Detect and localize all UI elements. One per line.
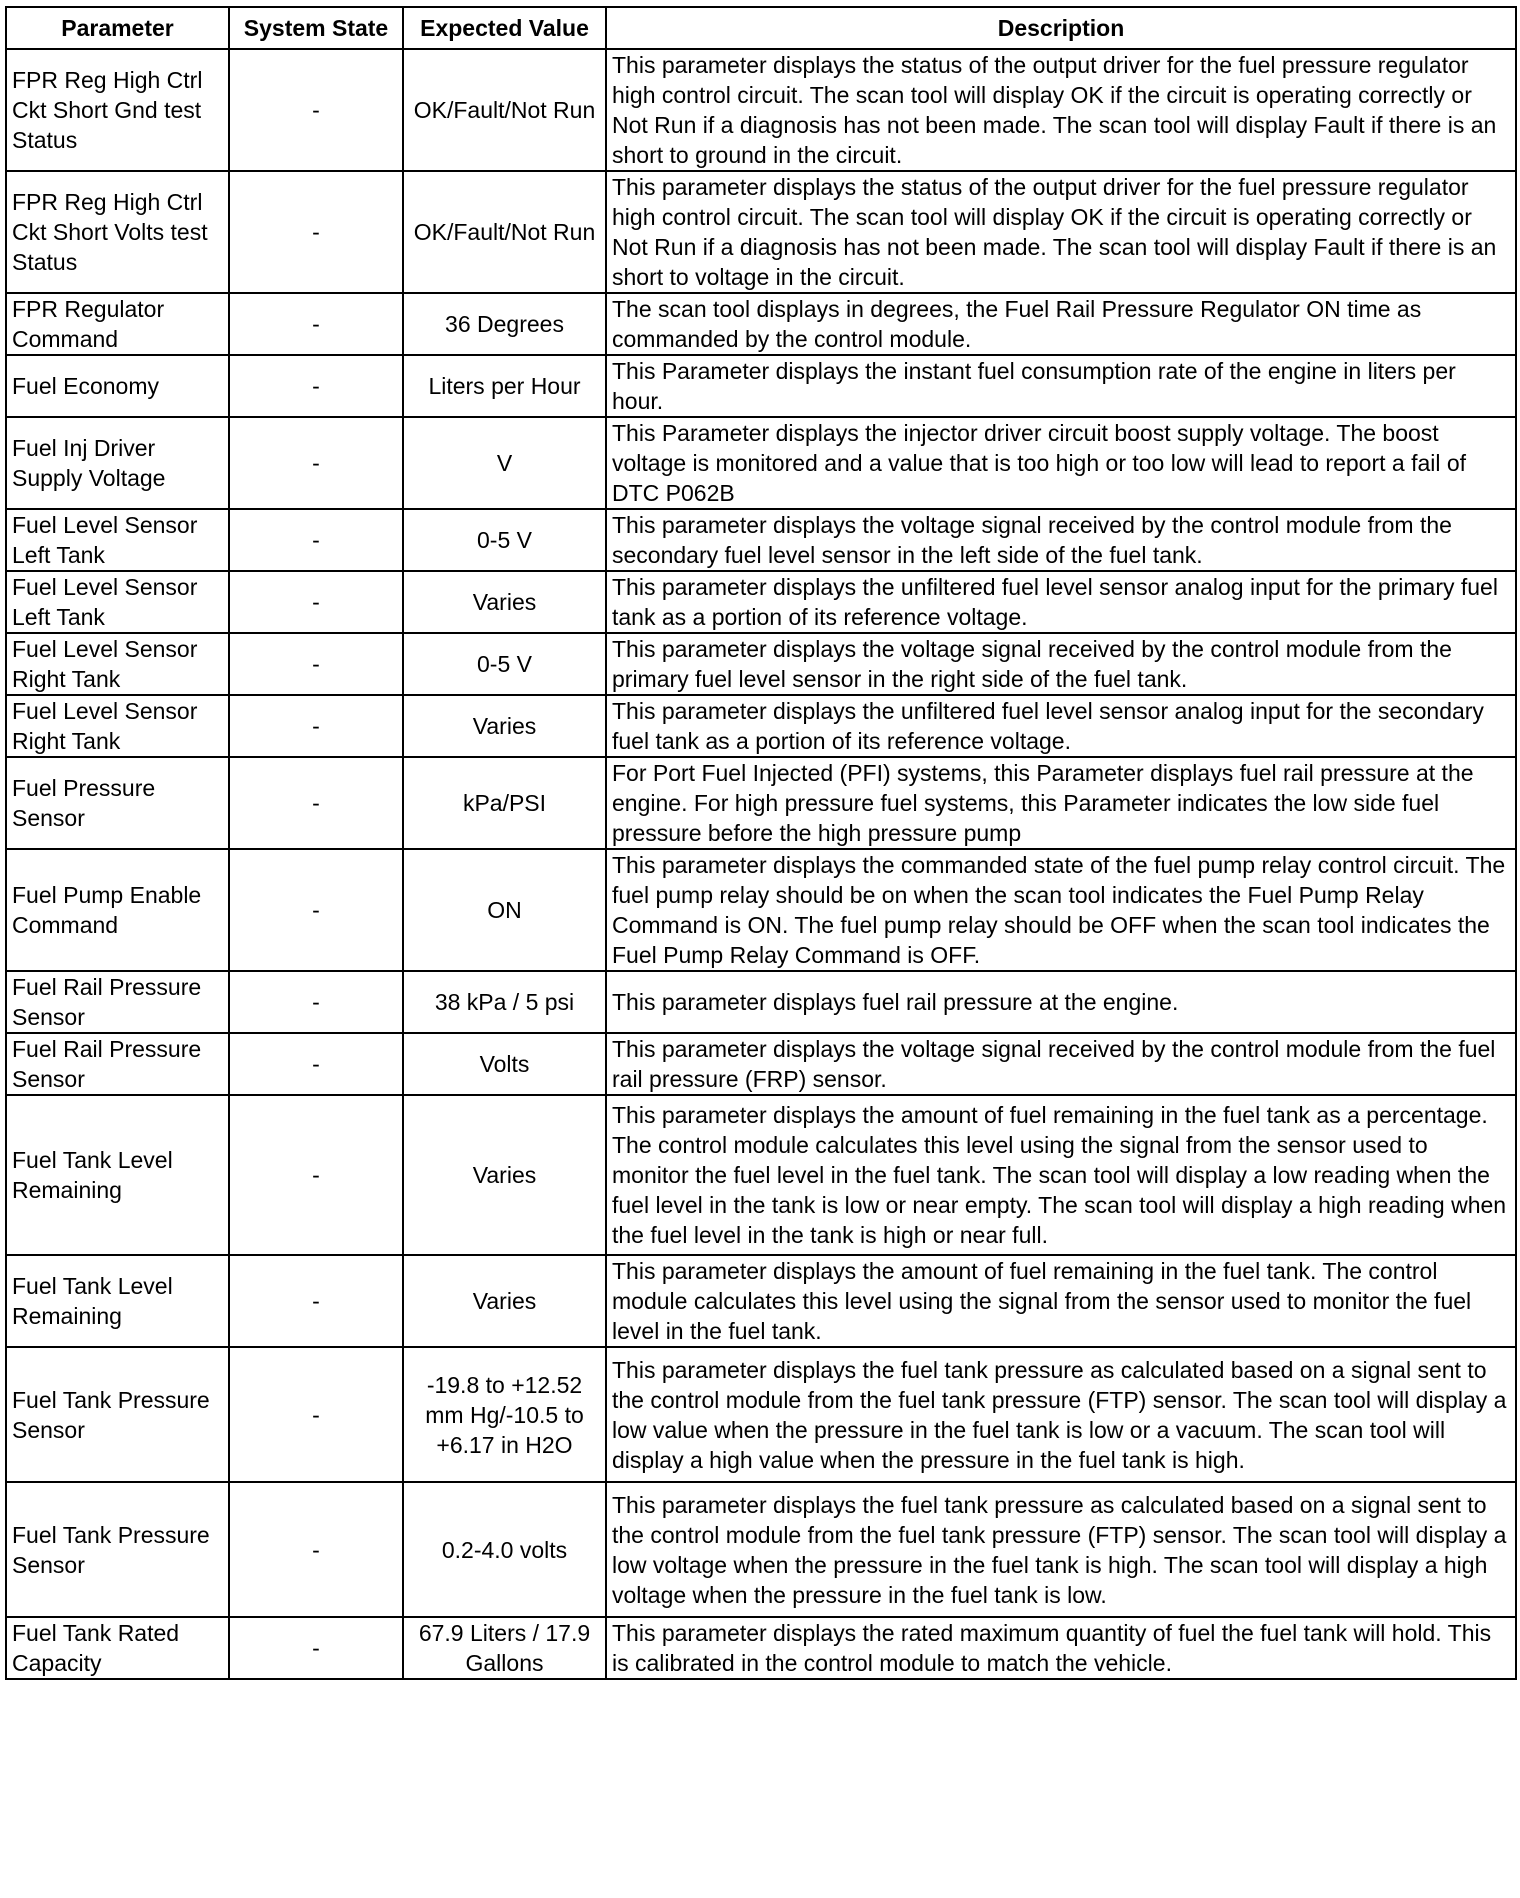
system-state-cell: - [229,971,403,1033]
table-row [6,49,1516,171]
parameter-table [5,6,1517,1680]
description-cell: This parameter displays the voltage signal received by the control module from the secondary fuel level sensor in the left side of the fuel tank. [606,509,1516,571]
parameter-cell: Fuel Rail Pressure Sensor [6,971,229,1033]
system-state-cell: - [229,49,403,171]
expected-value-cell: Liters per Hour [403,355,606,417]
parameter-cell: Fuel Economy [6,355,229,417]
table-row [6,971,1516,1033]
description-cell: This parameter displays the unfiltered fuel level sensor analog input for the primary fuel tank as a portion of its reference voltage. [606,571,1516,633]
parameter-cell: FPR Regulator Command [6,293,229,355]
description-cell: The scan tool displays in degrees, the Fuel Rail Pressure Regulator ON time as commanded by the control module. [606,293,1516,355]
expected-value-cell: Varies [403,1095,606,1255]
table-row [6,849,1516,971]
parameter-cell: Fuel Rail Pressure Sensor [6,1033,229,1095]
description-cell: This Parameter displays the injector driver circuit boost supply voltage. The boost voltage is monitored and a value that is too high or too low will lead to report a fail of DTC P062B [606,417,1516,509]
expected-value-cell: OK/Fault/Not Run [403,171,606,293]
parameter-cell: Fuel Tank Rated Capacity [6,1617,229,1679]
system-state-cell: - [229,509,403,571]
description-cell: This parameter displays the amount of fuel remaining in the fuel tank as a percentage. The control module calculates this level using the signal from the sensor used to monitor the fuel level in the fuel tank. The scan tool will display a low reading when the fuel level in the tank is low or near empty. The scan tool will display a high reading when the fuel level in the tank is high or near full. [606,1095,1516,1255]
system-state-cell: - [229,695,403,757]
expected-value-cell: V [403,417,606,509]
description-cell: For Port Fuel Injected (PFI) systems, this Parameter displays fuel rail pressure at the engine. For high pressure fuel systems, this Parameter indicates the low side fuel pressure before the high pressure pump [606,757,1516,849]
expected-value-cell: OK/Fault/Not Run [403,49,606,171]
system-state-cell: - [229,417,403,509]
description-cell: This parameter displays the rated maximum quantity of fuel the fuel tank will hold. This is calibrated in the control module to match the vehicle. [606,1617,1516,1679]
parameter-cell: Fuel Tank Pressure Sensor [6,1482,229,1617]
description-cell: This parameter displays the voltage signal received by the control module from the fuel rail pressure (FRP) sensor. [606,1033,1516,1095]
parameter-cell: Fuel Pump Enable Command [6,849,229,971]
parameter-cell: FPR Reg High Ctrl Ckt Short Gnd test Status [6,49,229,171]
description-cell: This parameter displays the voltage signal received by the control module from the primary fuel level sensor in the right side of the fuel tank. [606,633,1516,695]
header-expected-value: Expected Value [403,7,606,49]
parameter-cell: Fuel Inj Driver Supply Voltage [6,417,229,509]
table-row [6,171,1516,293]
system-state-cell: - [229,1482,403,1617]
expected-value-cell: 67.9 Liters / 17.9 Gallons [403,1617,606,1679]
description-cell: This parameter displays the status of the output driver for the fuel pressure regulator high control circuit. The scan tool will display OK if the circuit is operating correctly or Not Run if a diagnosis has not been made. The scan tool will display Fault if there is an short to ground in the circuit. [606,49,1516,171]
system-state-cell: - [229,293,403,355]
expected-value-cell: 38 kPa / 5 psi [403,971,606,1033]
table-row [6,509,1516,571]
description-cell: This parameter displays the fuel tank pressure as calculated based on a signal sent to the control module from the fuel tank pressure (FTP) sensor. The scan tool will display a low value when the pressure in the fuel tank is low or a vacuum. The scan tool will display a high value when the pressure in the fuel tank is high. [606,1347,1516,1482]
expected-value-cell: Varies [403,1255,606,1347]
system-state-cell: - [229,849,403,971]
table-row [6,1255,1516,1347]
header-parameter: Parameter [6,7,229,49]
parameter-cell: Fuel Tank Level Remaining [6,1255,229,1347]
system-state-cell: - [229,355,403,417]
header-row [6,7,1516,49]
system-state-cell: - [229,1033,403,1095]
header-description: Description [606,7,1516,49]
system-state-cell: - [229,571,403,633]
description-cell: This Parameter displays the instant fuel consumption rate of the engine in liters per hour. [606,355,1516,417]
parameter-cell: Fuel Level Sensor Right Tank [6,695,229,757]
system-state-cell: - [229,1347,403,1482]
description-cell: This parameter displays the unfiltered fuel level sensor analog input for the secondary fuel tank as a portion of its reference voltage. [606,695,1516,757]
system-state-cell: - [229,757,403,849]
description-cell: This parameter displays the status of the output driver for the fuel pressure regulator high control circuit. The scan tool will display OK if the circuit is operating correctly or Not Run if a diagnosis has not been made. The scan tool will display Fault if there is an short to voltage in the circuit. [606,171,1516,293]
table-row [6,1617,1516,1679]
system-state-cell: - [229,633,403,695]
table-row [6,355,1516,417]
expected-value-cell: ON [403,849,606,971]
description-cell: This parameter displays fuel rail pressure at the engine. [606,971,1516,1033]
table-row [6,757,1516,849]
expected-value-cell: Varies [403,571,606,633]
table-row [6,695,1516,757]
expected-value-cell: Volts [403,1033,606,1095]
parameter-cell: Fuel Level Sensor Left Tank [6,509,229,571]
table-row [6,1033,1516,1095]
table-row [6,571,1516,633]
system-state-cell: - [229,171,403,293]
parameter-cell: Fuel Level Sensor Left Tank [6,571,229,633]
expected-value-cell: 36 Degrees [403,293,606,355]
description-cell: This parameter displays the commanded state of the fuel pump relay control circuit. The fuel pump relay should be on when the scan tool indicates the Fuel Pump Relay Command is ON. The fuel pump relay should be OFF when the scan tool indicates the Fuel Pump Relay Command is OFF. [606,849,1516,971]
system-state-cell: - [229,1095,403,1255]
table-row [6,293,1516,355]
parameter-cell: Fuel Tank Pressure Sensor [6,1347,229,1482]
expected-value-cell: -19.8 to +12.52 mm Hg/-10.5 to +6.17 in H2O [403,1347,606,1482]
expected-value-cell: 0.2-4.0 volts [403,1482,606,1617]
header-system-state: System State [229,7,403,49]
parameter-cell: Fuel Pressure Sensor [6,757,229,849]
description-cell: This parameter displays the amount of fuel remaining in the fuel tank. The control module calculates this level using the signal from the sensor used to monitor the fuel level in the fuel tank. [606,1255,1516,1347]
table-row [6,1482,1516,1617]
parameter-cell: Fuel Tank Level Remaining [6,1095,229,1255]
description-cell: This parameter displays the fuel tank pressure as calculated based on a signal sent to the control module from the fuel tank pressure (FTP) sensor. The scan tool will display a low voltage when the pressure in the fuel tank is high. The scan tool will display a high voltage when the pressure in the fuel tank is low. [606,1482,1516,1617]
table-row [6,1347,1516,1482]
table-row [6,1095,1516,1255]
parameter-cell: Fuel Level Sensor Right Tank [6,633,229,695]
table-row [6,417,1516,509]
system-state-cell: - [229,1255,403,1347]
table-row [6,633,1516,695]
system-state-cell: - [229,1617,403,1679]
expected-value-cell: Varies [403,695,606,757]
parameter-cell: FPR Reg High Ctrl Ckt Short Volts test Status [6,171,229,293]
expected-value-cell: 0-5 V [403,633,606,695]
expected-value-cell: kPa/PSI [403,757,606,849]
expected-value-cell: 0-5 V [403,509,606,571]
